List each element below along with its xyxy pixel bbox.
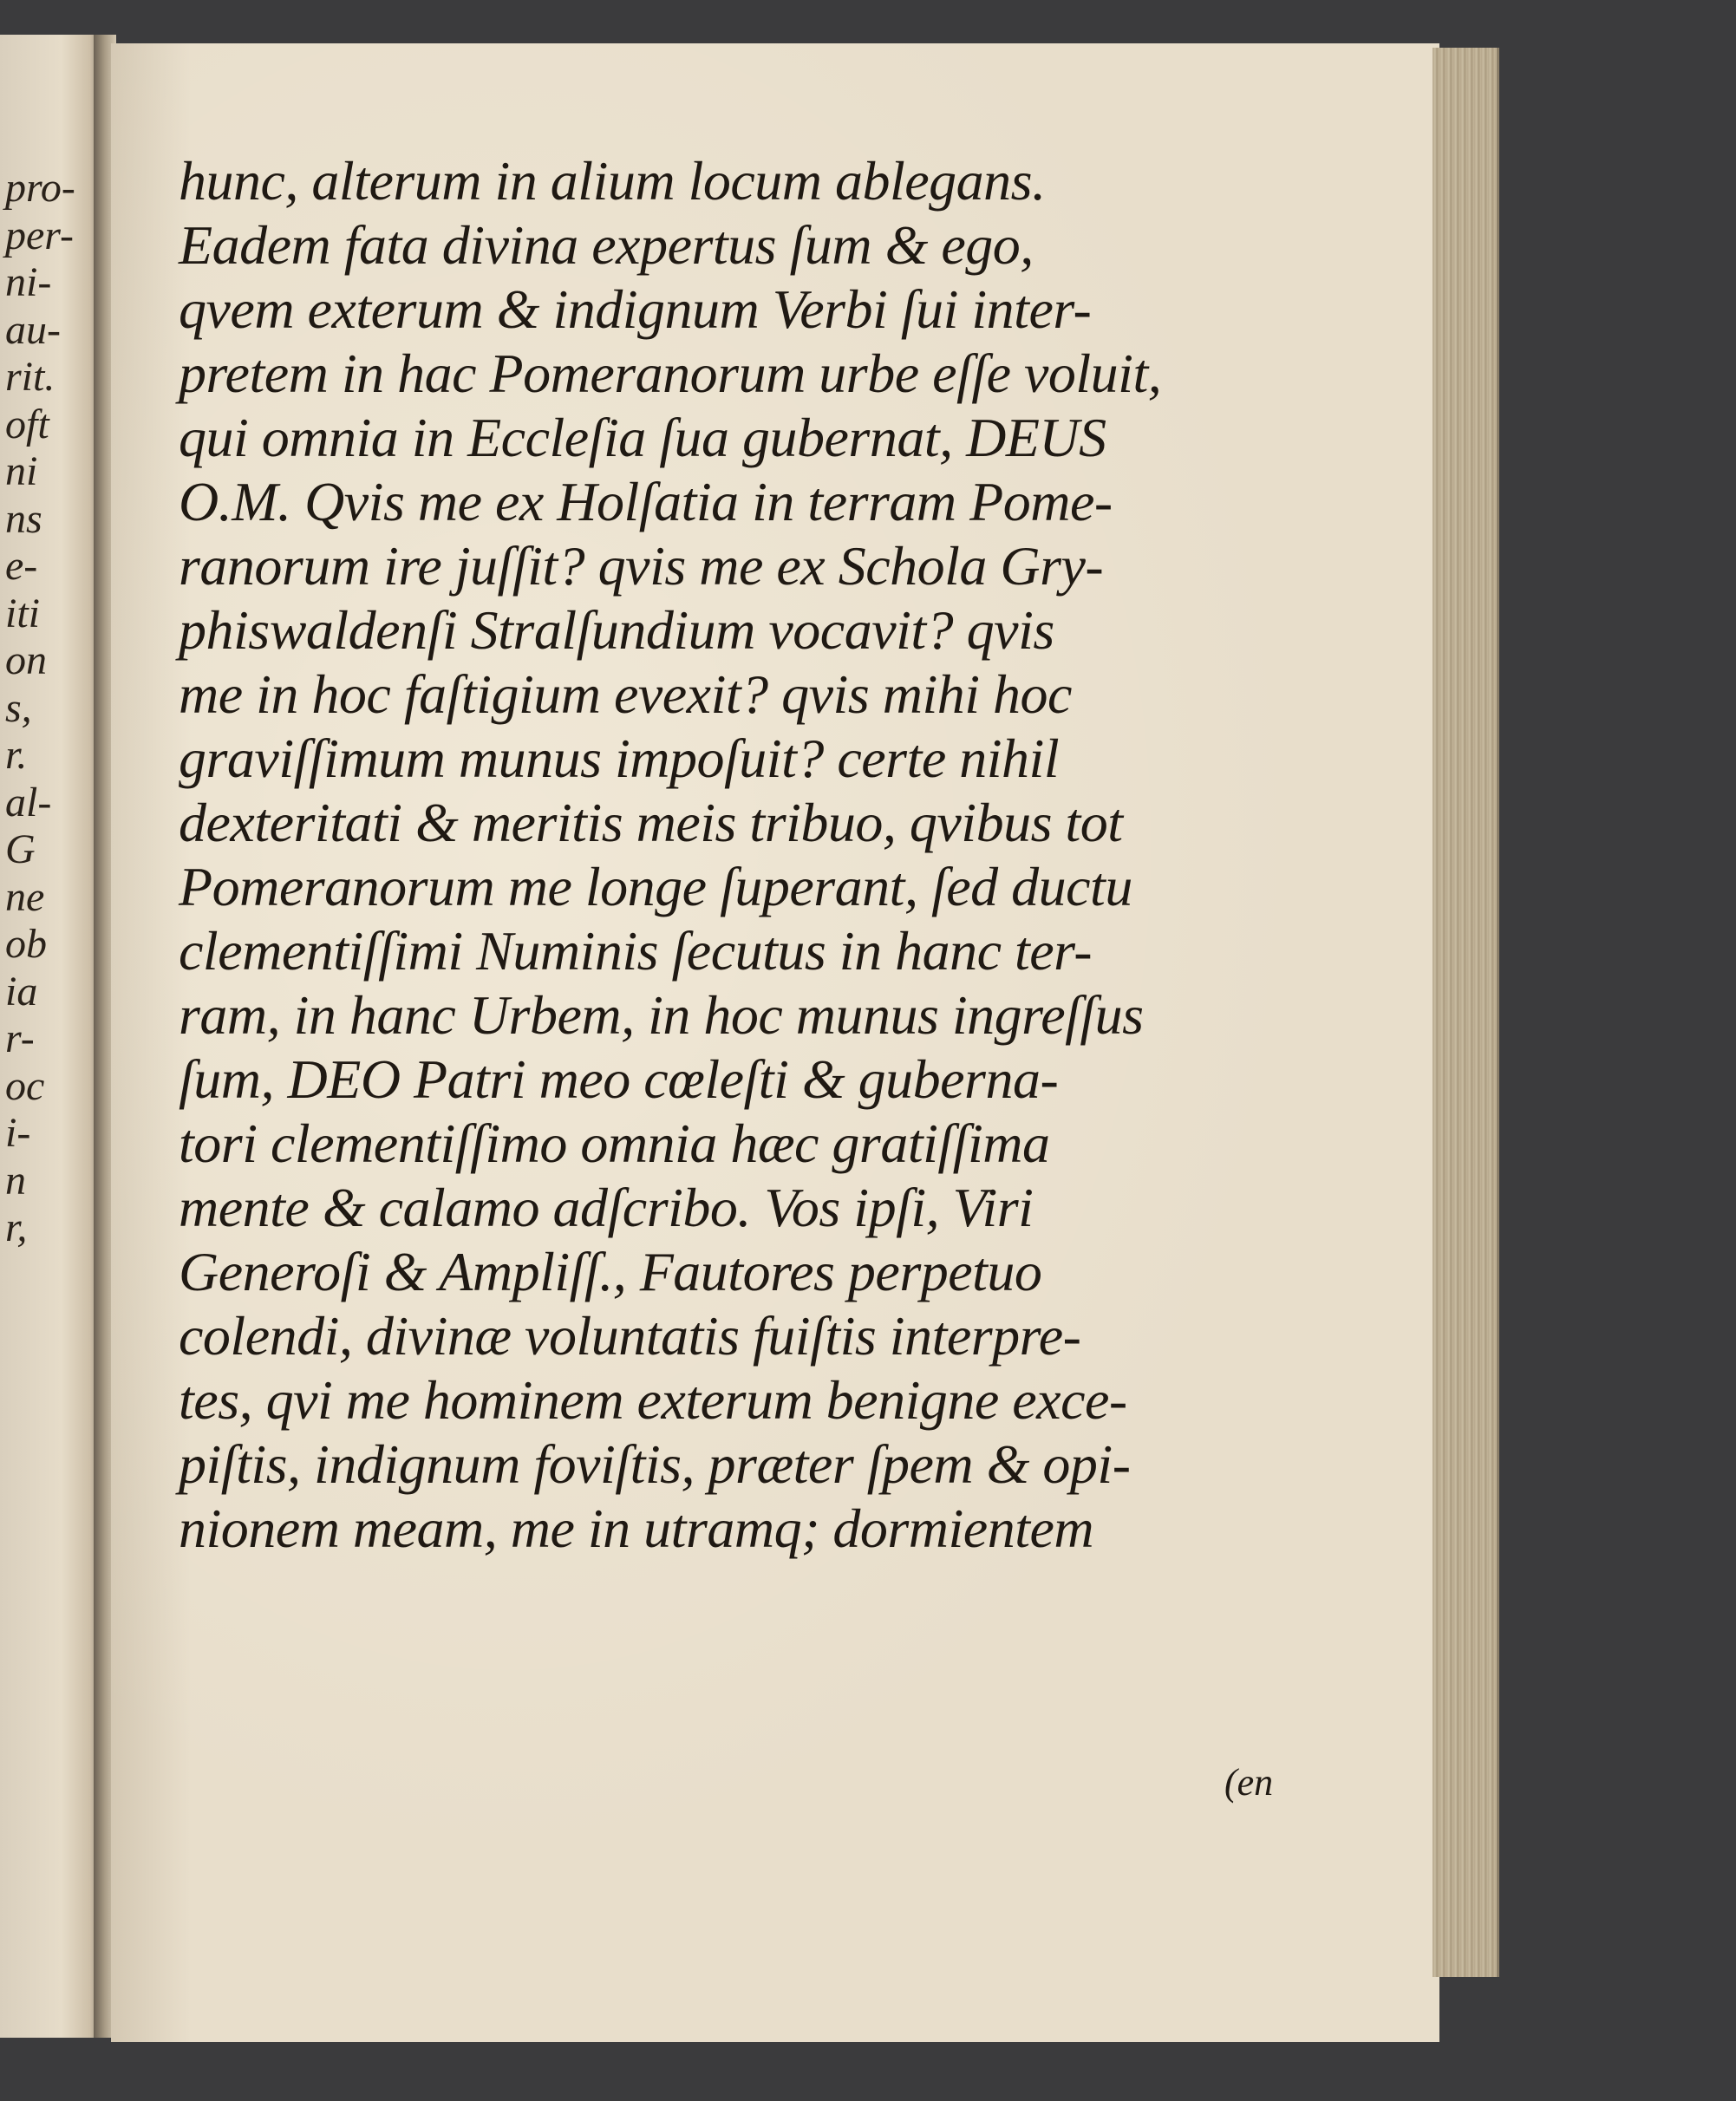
- left-fragment: i-: [5, 1110, 31, 1156]
- left-fragment: ob: [5, 921, 47, 967]
- left-fragment: ns: [5, 495, 42, 542]
- left-fragment: s,: [5, 684, 32, 731]
- text-line: piſtis, indignum foviſtis, præter ſpem & opi-: [179, 1433, 1131, 1495]
- catchword: (en: [1224, 1761, 1274, 1804]
- left-fragment: r.: [5, 732, 28, 778]
- left-fragment: ne: [5, 873, 45, 920]
- text-line: qvem exterum & indignum Verbi ſui inter-: [179, 278, 1092, 340]
- left-fragment: on: [5, 637, 47, 683]
- text-line: O.M. Qvis me ex Holſatia in terram Pome-: [179, 471, 1113, 532]
- body-text: [179, 149, 1306, 1561]
- page-edges: [1433, 48, 1499, 1977]
- left-fragment: e-: [5, 543, 38, 589]
- left-fragment: G: [5, 826, 36, 872]
- text-line: tori clementiſſimo omnia hæc gratiſſima: [179, 1112, 1050, 1174]
- text-line: nionem meam, me in utramq; dormientem: [179, 1497, 1094, 1559]
- left-fragment: pro-: [5, 165, 75, 211]
- left-fragment: ia: [5, 968, 38, 1015]
- text-line: ranorum ire juſſit? qvis me ex Schola Gry-: [179, 535, 1104, 597]
- text-line: ſum, DEO Patri meo cœleſti & guberna-: [179, 1048, 1059, 1110]
- left-fragment: per-: [5, 212, 75, 258]
- left-page-text: [0, 165, 102, 1252]
- text-line: Eadem fata divina expertus ſum & ego,: [179, 214, 1034, 276]
- text-line: graviſſimum munus impoſuit? certe nihil: [179, 728, 1060, 789]
- text-line: me in hoc faſtigium evexit? qvis mihi hoc: [179, 663, 1072, 725]
- left-fragment: r-: [5, 1015, 35, 1061]
- left-page: [0, 35, 102, 2038]
- text-line: tes, qvi me hominem exterum benigne exce-: [179, 1369, 1127, 1431]
- text-line: dexteritati & meritis meis tribuo, qvibus tot: [179, 792, 1123, 853]
- text-line: Pomeranorum me longe ſuperant, ſed ductu: [179, 856, 1132, 917]
- left-fragment: r,: [5, 1204, 28, 1250]
- text-line: Generoſi & Ampliſſ., Fautores perpetuo: [179, 1241, 1042, 1302]
- left-fragment: oc: [5, 1062, 45, 1109]
- text-line: ram, in hanc Urbem, in hoc munus ingreſſus: [179, 984, 1144, 1046]
- left-fragment: n: [5, 1157, 26, 1204]
- text-line: pretem in hac Pomeranorum urbe eſſe voluit,: [179, 343, 1162, 404]
- text-line: mente & calamo adſcribo. Vos ipſi, Viri: [179, 1177, 1034, 1238]
- text-line: phiswaldenſi Stralſundium vocavit? qvis: [179, 599, 1054, 661]
- left-fragment: ni-: [5, 259, 52, 305]
- text-line: qui omnia in Eccleſia ſua gubernat, DEUS: [179, 407, 1106, 468]
- left-fragment: rit.: [5, 354, 55, 400]
- left-fragment: iti: [5, 590, 41, 636]
- text-line: hunc, alterum in alium locum ablegans.: [179, 150, 1046, 212]
- text-line: clementiſſimi Numinis ſecutus in hanc ter-: [179, 920, 1093, 982]
- text-line: colendi, divinæ voluntatis fuiſtis interpre-: [179, 1305, 1081, 1367]
- left-fragment: al-: [5, 779, 52, 825]
- left-fragment: oft: [5, 401, 49, 447]
- left-fragment: au-: [5, 306, 61, 353]
- left-fragment: ni: [5, 448, 38, 494]
